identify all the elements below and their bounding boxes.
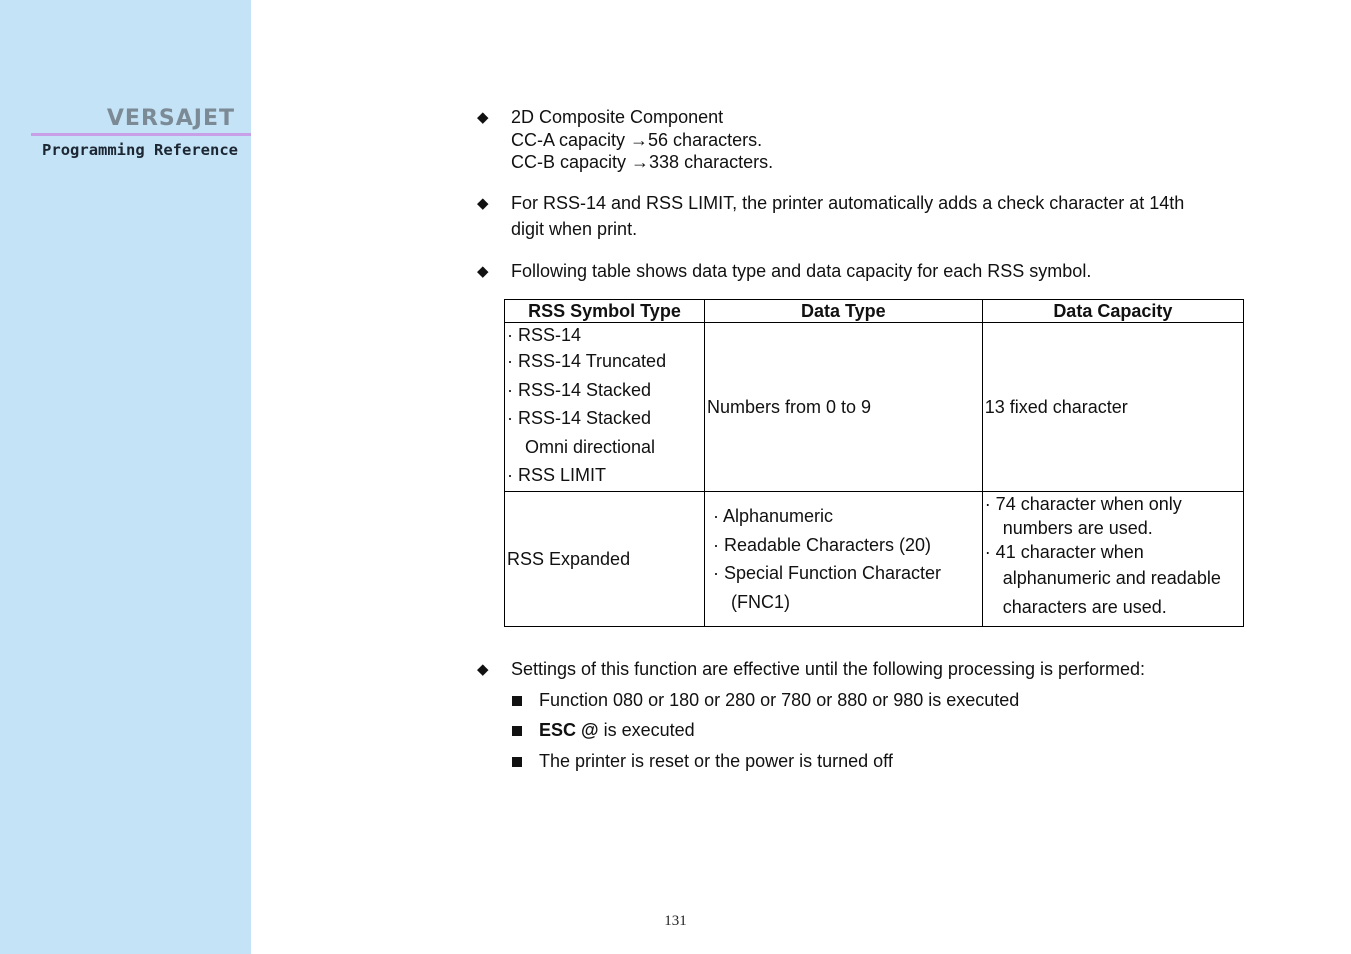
list-item: · Readable Characters (20) <box>712 534 932 555</box>
data-capacity-cell: 13 fixed character <box>982 323 1243 492</box>
list-item: (FNC1) <box>730 591 790 612</box>
rss-capacity-table <box>504 299 1244 627</box>
composite-title: 2D Composite Component <box>511 107 724 127</box>
data-capacity-cell <box>982 492 1243 627</box>
list-item: · Special Function Character <box>712 563 942 583</box>
data-type-cell: Numbers from 0 to 9 <box>704 323 982 492</box>
diamond-bullet-icon: ◆ <box>477 109 489 126</box>
symbol-type-cell <box>505 323 705 492</box>
page-number: 131 <box>664 913 687 929</box>
list-item: · RSS-14 Stacked <box>507 408 652 428</box>
symbol-type-cell: RSS Expanded <box>505 492 705 627</box>
brand-title: VERSAJET <box>106 106 235 131</box>
list-item: alphanumeric and readable <box>1002 568 1221 588</box>
list-item: · Alphanumeric <box>712 506 834 526</box>
square-bullet-icon <box>512 696 522 706</box>
cc-b-capacity: CC-B capacity →338 characters. <box>511 152 774 172</box>
settings-item <box>539 751 893 772</box>
table-row <box>505 492 1244 627</box>
list-item: · 41 character when <box>984 542 1144 562</box>
square-bullet-icon <box>512 757 522 767</box>
diamond-bullet-icon: ◆ <box>477 661 489 678</box>
settings-item-text: is executed <box>598 720 695 740</box>
list-item: characters are used. <box>1002 596 1167 617</box>
settings-item-bold: ESC @ <box>539 720 599 740</box>
settings-item-text: Function 080 or 180 or 280 or 780 or 880 or 980 is executed <box>539 690 1020 710</box>
list-item: · RSS-14 Truncated <box>507 351 667 371</box>
list-item: · RSS-14 Stacked <box>507 379 652 400</box>
table-header-row <box>505 300 1244 323</box>
list-item: · RSS LIMIT <box>507 465 607 485</box>
settings-item <box>539 690 1019 711</box>
list-item: numbers are used. <box>1002 518 1153 538</box>
settings-intro: Settings of this function are effective until the following processing is performed: <box>511 659 1146 679</box>
list-item: Omni directional <box>525 436 656 457</box>
brand-subtitle: Programming Reference <box>42 141 238 159</box>
header-data-capacity: Data Capacity <box>982 300 1243 323</box>
list-item: · 74 character when only <box>984 494 1182 514</box>
list-item: · RSS-14 <box>507 325 582 345</box>
header-symbol-type: RSS Symbol Type <box>505 300 705 323</box>
rss-check-note-line2: digit when print. <box>511 219 638 239</box>
table-row <box>505 323 1244 492</box>
diamond-bullet-icon: ◆ <box>477 195 489 212</box>
data-type-cell <box>704 492 982 627</box>
square-bullet-icon <box>512 726 522 736</box>
settings-item-text: The printer is reset or the power is turned off <box>539 751 893 771</box>
diamond-bullet-icon: ◆ <box>477 263 489 280</box>
header-data-type: Data Type <box>704 300 982 323</box>
cc-a-capacity: CC-A capacity →56 characters. <box>511 130 763 150</box>
rss-check-note-line1: For RSS-14 and RSS LIMIT, the printer automatically adds a check character at 14th <box>511 193 1185 213</box>
settings-item <box>539 720 695 741</box>
table-intro: Following table shows data type and data capacity for each RSS symbol. <box>511 261 1092 281</box>
